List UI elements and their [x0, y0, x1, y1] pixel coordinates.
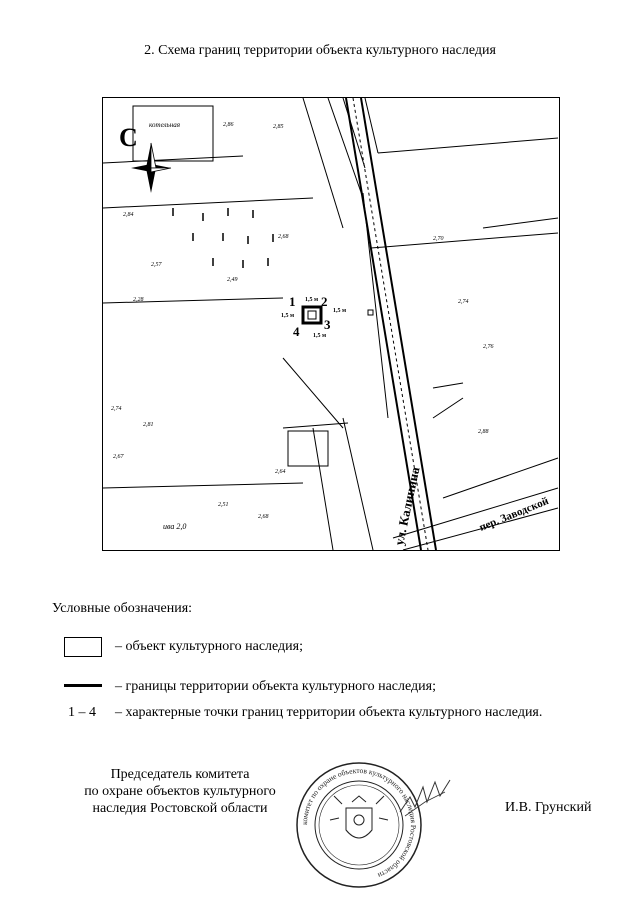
svg-text:2,85: 2,85: [273, 124, 284, 130]
legend-symbol-object: [52, 637, 102, 657]
svg-text:2,28: 2,28: [133, 297, 144, 303]
tree-marks: [173, 208, 273, 268]
legend-symbol-points: [52, 703, 112, 723]
legend-symbol-boundary: [52, 675, 102, 695]
boundary-map: [102, 97, 560, 551]
legend-text-object: – объект культурного наследия;: [115, 639, 303, 654]
north-label: С: [119, 123, 138, 152]
distance-label-bottom: 1,5 м: [313, 333, 327, 339]
building-outline: [133, 106, 213, 161]
svg-text:2,51: 2,51: [218, 502, 229, 508]
position-line-1: Председатель комитета: [110, 767, 250, 782]
object-symbol: [64, 637, 102, 657]
svg-text:2,74: 2,74: [458, 299, 469, 305]
distance-label-right: 1,5 м: [333, 308, 347, 314]
svg-text:ива 2,0: ива 2,0: [163, 522, 187, 531]
svg-text:2,86: 2,86: [223, 122, 234, 128]
heritage-boundary: [303, 307, 321, 323]
heritage-object: [308, 311, 316, 319]
legend-text-boundary: – границы территории объекта культурного наследия;: [115, 679, 436, 694]
point-2-label: 2: [321, 294, 328, 309]
distance-label-top: 1,5 м: [305, 297, 319, 303]
legend-text-points: – характерные точки границ территории объекта культурного наследия.: [115, 705, 543, 720]
seal-text: комитет по охране объектов культурного наследия Ростовской области: [299, 765, 419, 881]
svg-text:2,84: 2,84: [123, 212, 134, 218]
svg-text:2,88: 2,88: [478, 429, 489, 435]
svg-text:2,49: 2,49: [227, 277, 238, 283]
page-title: 2. Схема границ территории объекта культурного наследия: [144, 43, 496, 58]
svg-text:2,70: 2,70: [433, 236, 444, 242]
map-linework: [103, 98, 558, 550]
legend-title: Условные обозначения:: [52, 601, 193, 616]
svg-text:2,68: 2,68: [258, 514, 269, 520]
svg-text:2,74: 2,74: [111, 406, 122, 412]
small-object-marker: [368, 310, 373, 315]
street-main-label: ул. Калинина: [391, 465, 423, 547]
coat-of-arms-icon: [330, 796, 388, 838]
svg-text:2,76: 2,76: [483, 344, 494, 350]
svg-text:2,64: 2,64: [275, 469, 286, 475]
svg-text:2,81: 2,81: [143, 422, 154, 428]
position-line-2: по охране объектов культурного: [84, 784, 276, 799]
svg-text:2,57: 2,57: [151, 262, 162, 268]
building-outline-2: [288, 431, 328, 466]
point-4-label: 4: [293, 324, 300, 339]
point-1-label: 1: [289, 294, 296, 309]
building-label: котельная: [149, 121, 180, 129]
signatory-position: [50, 766, 310, 817]
svg-text:2,68: 2,68: [278, 234, 289, 240]
point-3-label: 3: [324, 317, 331, 332]
points-symbol: 1 – 4: [68, 705, 96, 720]
main-road: [346, 98, 436, 550]
street-side-label: пер. Заводской: [477, 495, 551, 534]
handwritten-signature: [395, 772, 455, 822]
map-drawing: [103, 98, 559, 550]
boundary-symbol: [64, 684, 102, 687]
distance-label-left: 1,5 м: [281, 313, 295, 319]
signatory-name: И.В. Грунский: [505, 800, 592, 815]
elevation-labels: [111, 122, 494, 531]
position-line-3: наследия Ростовской области: [92, 801, 268, 816]
svg-text:2,67: 2,67: [113, 454, 124, 460]
